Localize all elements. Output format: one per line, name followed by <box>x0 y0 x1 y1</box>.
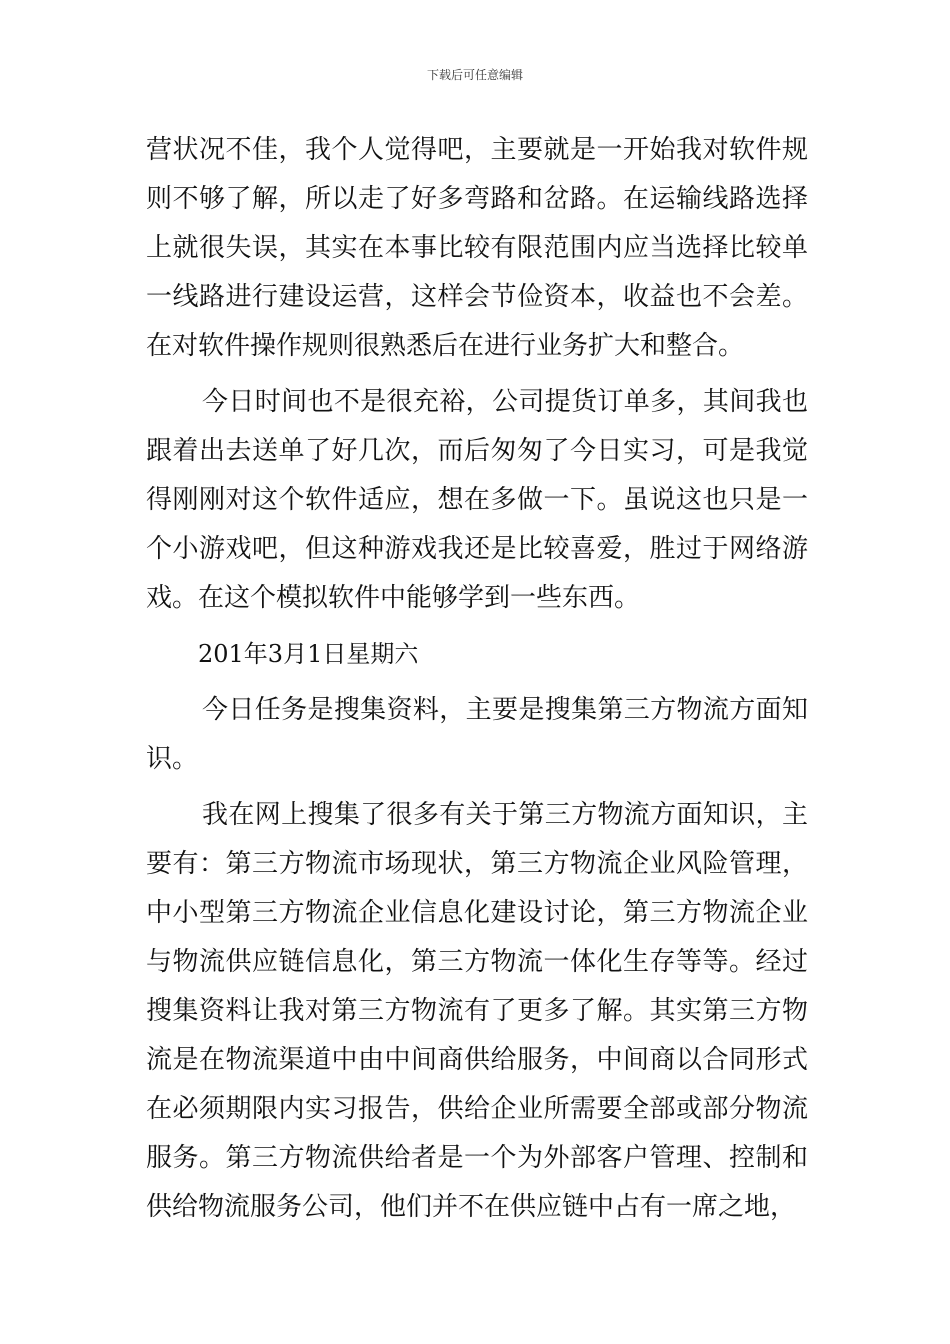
paragraph-continued: 营状况不佳，我个人觉得吧，主要就是一开始我对软件规则不够了解，所以走了好多弯路和岔路。在运输线路选择上就很失误，其实在本事比较有限范围内应当选择比较单一线路进行建设运营，这样会节俭资本，收益也不会差。在对软件操作规则很熟悉后在进行业务扩大和整合。 <box>146 135 808 361</box>
paragraph-task: 今日任务是搜集资料，主要是搜集第三方物流方面知识。 <box>146 695 808 774</box>
paragraph-research: 我在网上搜集了很多有关于第三方物流方面知识，主要有：第三方物流市场现状，第三方物流企业风险管理，中小型第三方物流企业信息化建设讨论，第三方物流企业与物流供应链信息化，第三方物流一体化生存等等。经过搜集资料让我对第三方物流有了更多了解。其实第三方物流是在物流渠道中由中间商供给服务，中间商以合同形式在必须期限内实习报告，供给企业所需要全部或部分物流服务。第三方物流供给者是一个为外部客户管理、控制和供给物流服务公司，他们并不在供应链中占有一席之地， <box>146 800 808 1222</box>
page-header: 下载后可任意编辑 <box>426 68 523 82</box>
date-heading: 201年3月1日星期六 <box>198 640 419 668</box>
paragraph-daily-summary: 今日时间也不是很充裕，公司提货订单多，其间我也跟着出去送单了好几次，而后匆匆了今日实习，可是我觉得刚刚对这个软件适应，想在多做一下。虽说这也只是一个小游戏吧，但这种游戏我还是比较喜爱，胜过于网络游戏。在这个模拟软件中能够学到一些东西。 <box>146 387 808 613</box>
document-body <box>146 126 808 1232</box>
